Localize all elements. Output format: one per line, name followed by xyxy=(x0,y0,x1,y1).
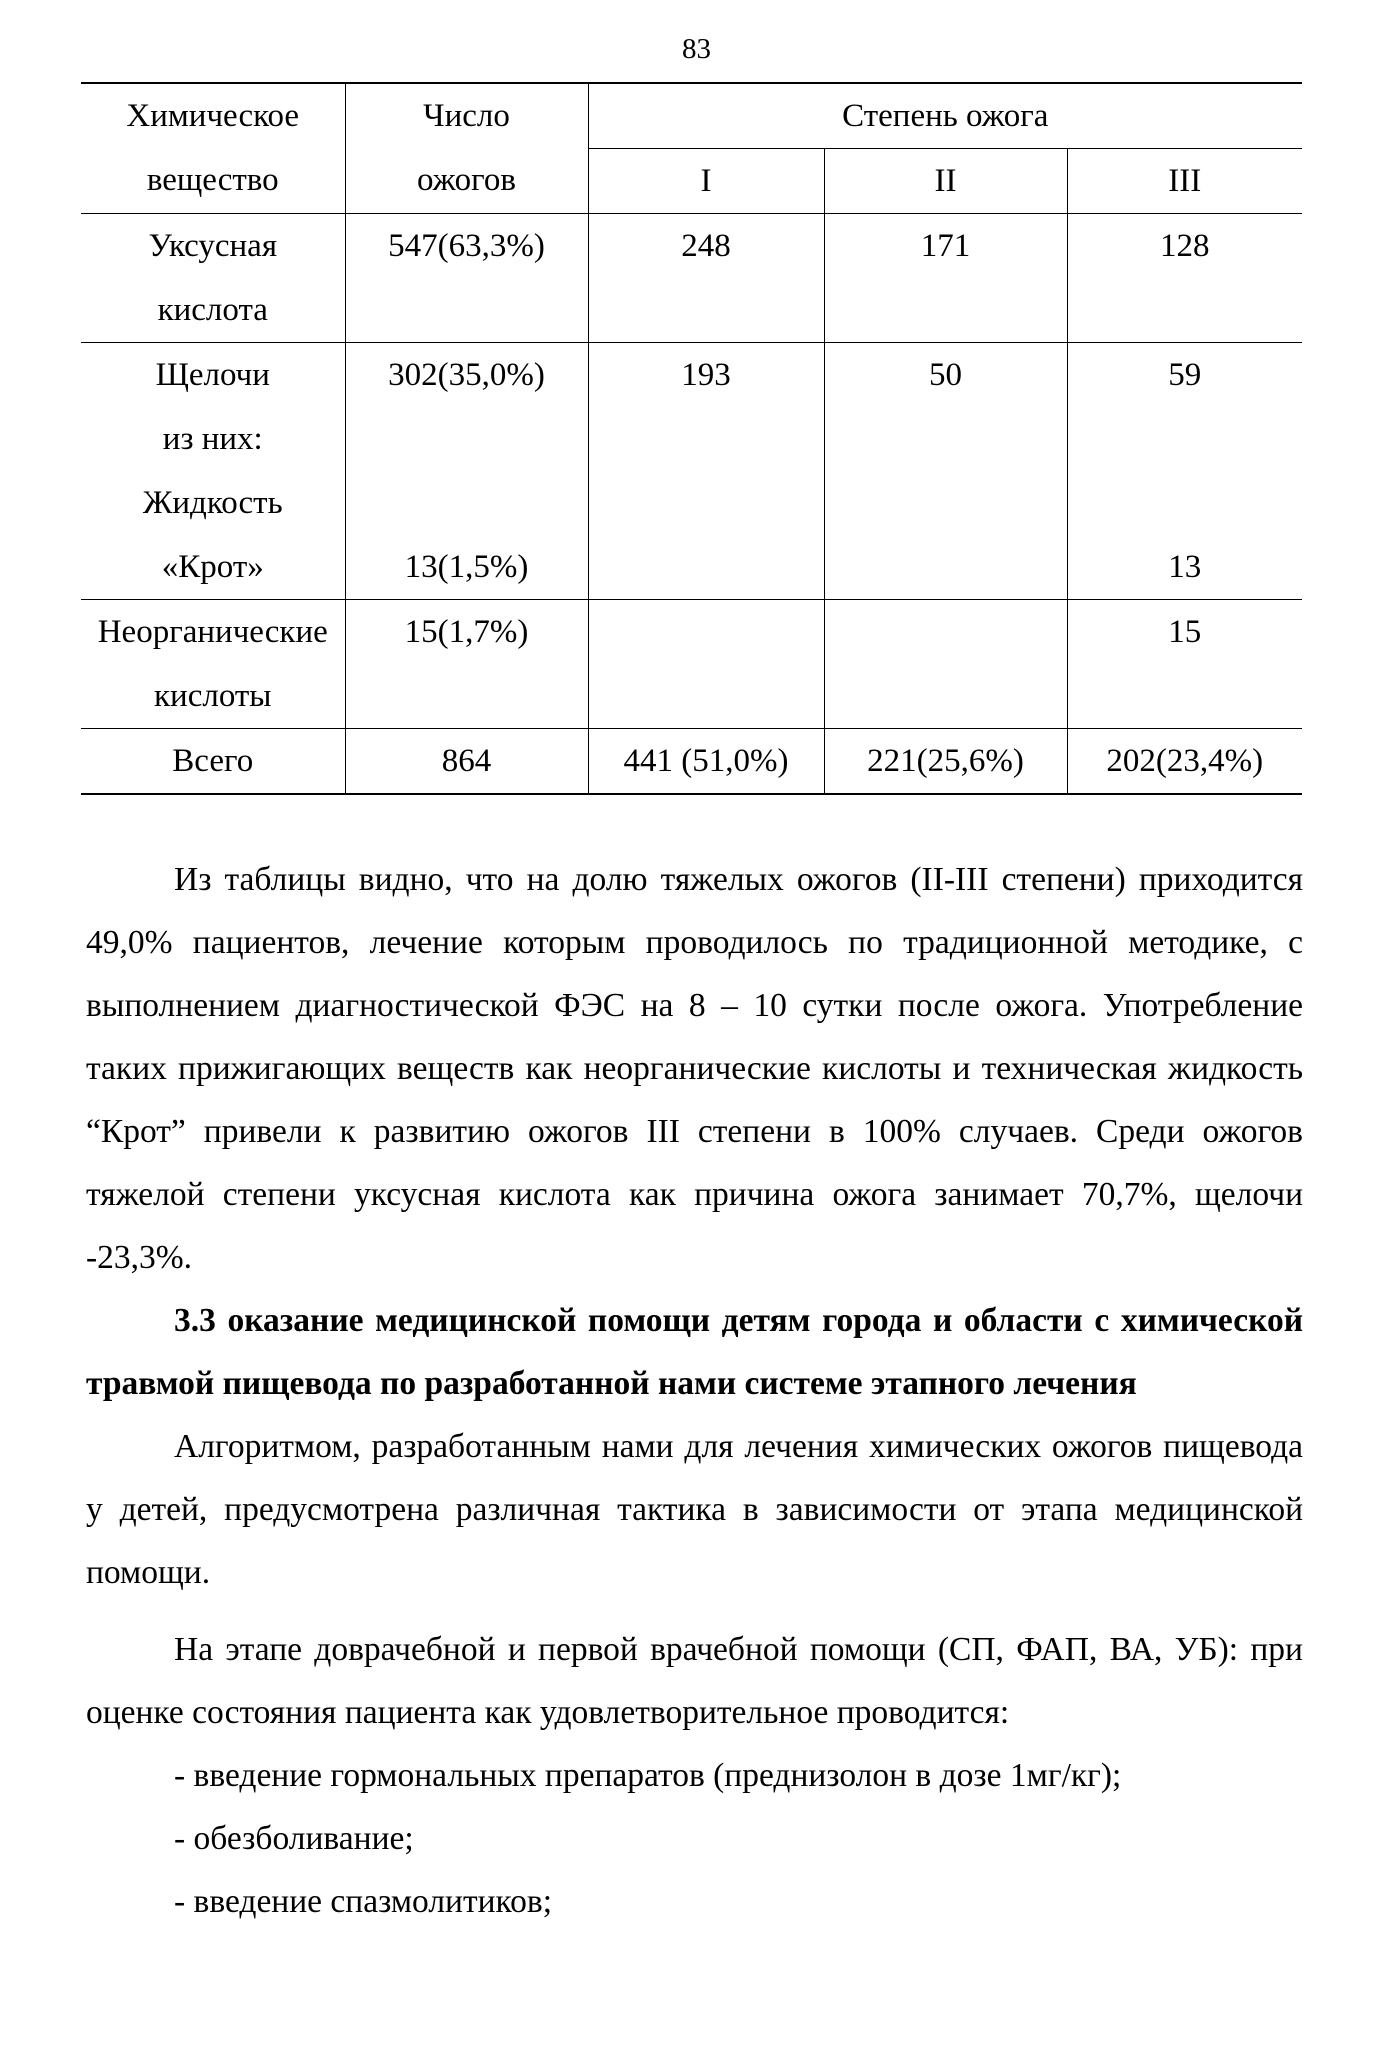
cell-line: «Крот» xyxy=(161,549,264,585)
cell-line: 193 xyxy=(681,357,731,393)
cell-degree-1 xyxy=(588,600,824,729)
cell-line: 15 xyxy=(1168,614,1202,650)
section-heading: 3.3 оказание медицинской помощи детям города и области с химической травмой пищевода по разработанной нами системе этапного лечения xyxy=(86,1302,1303,1402)
cell-count xyxy=(345,214,588,343)
cell-line: Уксусная xyxy=(148,228,278,264)
cell-line xyxy=(346,664,588,728)
cell-degree-1 xyxy=(588,214,824,343)
body-text xyxy=(86,848,1303,1933)
cell-line xyxy=(346,471,588,535)
cell-degree-2: 221(25,6%) xyxy=(824,729,1067,795)
cell-count xyxy=(345,343,588,600)
table-row xyxy=(81,600,1302,729)
list-item: - введение спазмолитиков; xyxy=(174,1883,553,1920)
header-count-line: ожогов xyxy=(417,162,516,198)
header-degree-1: I xyxy=(588,149,824,214)
cell-count xyxy=(345,600,588,729)
cell-line xyxy=(1068,407,1303,471)
cell-line xyxy=(1068,278,1303,342)
cell-line xyxy=(1068,664,1303,728)
cell-line xyxy=(825,664,1067,728)
cell-degree-3 xyxy=(1067,214,1302,343)
cell-substance xyxy=(81,600,345,729)
table-row-total xyxy=(81,729,1302,795)
page-number: 83 xyxy=(682,33,711,65)
cell-degree-3 xyxy=(1067,600,1302,729)
cell-line xyxy=(346,407,588,471)
header-substance-line: вещество xyxy=(146,162,279,198)
cell-line xyxy=(589,600,824,664)
header-count-line: Число xyxy=(423,98,510,134)
header-degree-3: III xyxy=(1067,149,1302,214)
burn-statistics-table xyxy=(81,82,1302,795)
cell-line: Неорганические xyxy=(97,614,328,650)
header-degree-2: II xyxy=(824,149,1067,214)
cell-line: 50 xyxy=(929,357,962,393)
cell-line: из них: xyxy=(162,421,263,457)
cell-line: 15(1,7%) xyxy=(404,614,529,650)
paragraph-first-aid-stage: На этапе доврачебной и первой врачебной помощи (СП, ФАП, ВА, УБ): при оценке состояния пациента как удовлетворительное проводится: xyxy=(86,1631,1303,1731)
cell-substance: Всего xyxy=(81,729,345,795)
cell-degree-1 xyxy=(588,343,824,600)
cell-line: Щелочи xyxy=(155,357,270,393)
cell-line xyxy=(589,664,824,728)
table-row xyxy=(81,343,1302,600)
cell-substance xyxy=(81,343,345,600)
cell-degree-3: 202(23,4%) xyxy=(1067,729,1302,795)
cell-line: кислоты xyxy=(154,678,272,714)
cell-line: 171 xyxy=(920,228,971,264)
list-item: - обезболивание; xyxy=(174,1820,414,1857)
cell-degree-2 xyxy=(824,343,1067,600)
cell-line xyxy=(589,471,824,535)
header-substance xyxy=(81,83,345,214)
cell-degree-1: 441 (51,0%) xyxy=(588,729,824,795)
cell-substance xyxy=(81,214,345,343)
cell-line: Жидкость xyxy=(142,485,283,521)
cell-degree-3 xyxy=(1067,343,1302,600)
cell-line xyxy=(825,535,1067,599)
header-degree-group: Степень ожога xyxy=(588,83,1302,149)
header-count xyxy=(345,83,588,214)
table-header-row xyxy=(81,83,1302,149)
cell-line: 59 xyxy=(1168,357,1202,393)
cell-line: 547(63,3%) xyxy=(388,228,545,264)
cell-count: 864 xyxy=(345,729,588,795)
cell-degree-2 xyxy=(824,600,1067,729)
cell-line xyxy=(589,278,824,342)
cell-line: кислота xyxy=(157,292,268,328)
cell-line xyxy=(825,407,1067,471)
cell-line xyxy=(825,471,1067,535)
table-row xyxy=(81,214,1302,343)
cell-line xyxy=(825,278,1067,342)
cell-line xyxy=(825,600,1067,664)
cell-line: 13(1,5%) xyxy=(404,549,529,585)
paragraph-table-analysis: Из таблицы видно, что на долю тяжелых ожогов (II-III степени) приходится 49,0% пациентов, лечение которым проводилось по традиционной методике, с выполнением диагностической ФЭС на 8 – 10 сутки после ожога. Употребление таких прижигающих веществ как неорганические кислоты и техническая жидкость “Крот” привели к развитию ожогов III степени в 100% случаев. Среди ожогов тяжелой степени уксусная кислота как причина ожога занимает 70,7%, щелочи -23,3%. xyxy=(86,861,1303,1276)
cell-line xyxy=(346,278,588,342)
cell-line xyxy=(589,407,824,471)
list-item: - введение гормональных препаратов (преднизолон в дозе 1мг/кг); xyxy=(174,1757,1122,1794)
cell-degree-2 xyxy=(824,214,1067,343)
header-substance-line: Химическое xyxy=(126,98,300,134)
cell-line: 302(35,0%) xyxy=(388,357,545,393)
cell-line: 128 xyxy=(1160,228,1210,264)
paragraph-algorithm: Алгоритмом, разработанным нами для лечения химических ожогов пищевода у детей, предусмотрена различная тактика в зависимости от этапа медицинской помощи. xyxy=(86,1428,1303,1591)
cell-line: 13 xyxy=(1168,549,1202,585)
cell-line: 248 xyxy=(681,228,731,264)
cell-line xyxy=(1068,471,1303,535)
cell-line xyxy=(589,535,824,599)
